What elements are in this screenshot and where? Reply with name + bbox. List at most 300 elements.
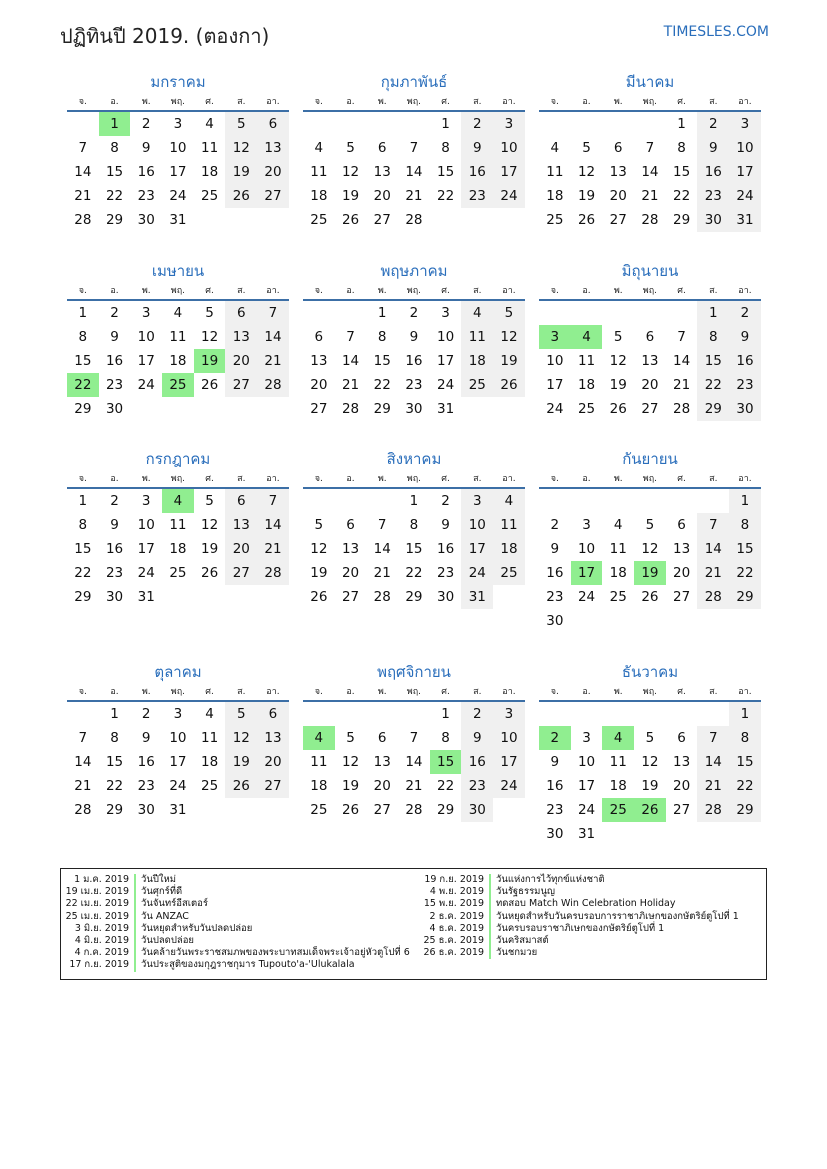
day-cell[interactable]: 18 bbox=[609, 565, 627, 581]
day-cell[interactable]: 4 bbox=[205, 706, 214, 722]
day-cell[interactable]: 2 bbox=[441, 493, 450, 509]
day-cell[interactable]: 21 bbox=[257, 537, 289, 561]
day-cell[interactable]: 23 bbox=[105, 377, 124, 393]
day-cell[interactable]: 12 bbox=[641, 541, 659, 557]
day-cell[interactable]: 28 bbox=[257, 373, 289, 397]
day-cell[interactable]: 25 bbox=[577, 401, 596, 417]
day-cell[interactable]: 31 bbox=[169, 802, 187, 818]
day-cell[interactable]: 13 bbox=[225, 325, 257, 349]
day-cell[interactable]: 10 bbox=[493, 136, 525, 160]
day-cell[interactable]: 8 bbox=[110, 730, 119, 746]
day-cell[interactable]: 6 bbox=[613, 140, 623, 156]
day-cell[interactable]: 18 bbox=[577, 377, 596, 393]
day-cell[interactable]: 2 bbox=[461, 702, 493, 726]
day-cell[interactable]: 22 bbox=[405, 565, 423, 581]
day-cell[interactable]: 13 bbox=[373, 754, 391, 770]
day-cell[interactable]: 27 bbox=[257, 184, 289, 208]
day-cell[interactable]: 30 bbox=[546, 826, 564, 842]
day-cell[interactable]: 5 bbox=[225, 702, 257, 726]
day-cell[interactable]: 9 bbox=[550, 754, 560, 770]
day-cell[interactable]: 8 bbox=[110, 140, 119, 156]
day-cell[interactable]: 27 bbox=[609, 212, 627, 228]
day-cell[interactable]: 25 bbox=[310, 802, 328, 818]
day-cell[interactable]: 4 bbox=[205, 116, 214, 132]
day-cell[interactable]: 18 bbox=[493, 537, 525, 561]
site-link[interactable]: TIMESLES.COM bbox=[663, 24, 769, 40]
day-cell[interactable]: 13 bbox=[225, 513, 257, 537]
day-cell[interactable]: 12 bbox=[341, 754, 360, 770]
day-cell[interactable]: 1 bbox=[441, 706, 450, 722]
day-cell[interactable]: 14 bbox=[641, 164, 659, 180]
day-cell[interactable]: 6 bbox=[225, 489, 257, 513]
day-cell[interactable]: 15 bbox=[74, 541, 92, 557]
day-cell[interactable]: 23 bbox=[105, 565, 124, 581]
day-cell[interactable]: 19 bbox=[493, 349, 525, 373]
day-cell[interactable]: 19 bbox=[341, 778, 360, 794]
day-cell[interactable]: 31 bbox=[729, 208, 761, 232]
day-cell[interactable]: 25 bbox=[201, 778, 219, 794]
day-cell[interactable]: 10 bbox=[461, 513, 493, 537]
day-cell[interactable]: 21 bbox=[373, 565, 391, 581]
day-cell[interactable]: 17 bbox=[493, 160, 525, 184]
day-cell[interactable]: 17 bbox=[461, 537, 493, 561]
day-cell[interactable]: 5 bbox=[645, 517, 655, 533]
day-cell[interactable]: 16 bbox=[546, 565, 564, 581]
day-cell[interactable]: 26 bbox=[634, 798, 666, 822]
day-cell[interactable]: 12 bbox=[641, 754, 659, 770]
day-cell[interactable]: 10 bbox=[169, 730, 187, 746]
day-cell[interactable]: 22 bbox=[373, 377, 391, 393]
day-cell[interactable]: 4 bbox=[493, 489, 525, 513]
day-cell[interactable]: 10 bbox=[729, 136, 761, 160]
day-cell[interactable]: 5 bbox=[225, 112, 257, 136]
day-cell[interactable]: 28 bbox=[673, 401, 691, 417]
day-cell[interactable]: 1 bbox=[78, 493, 88, 509]
day-cell[interactable]: 27 bbox=[373, 802, 391, 818]
day-cell[interactable]: 9 bbox=[461, 136, 493, 160]
day-cell[interactable]: 12 bbox=[225, 136, 257, 160]
day-cell[interactable]: 6 bbox=[257, 702, 289, 726]
day-cell[interactable]: 9 bbox=[409, 329, 419, 345]
day-cell[interactable]: 19 bbox=[225, 750, 257, 774]
day-cell[interactable]: 12 bbox=[609, 353, 627, 369]
day-cell[interactable]: 17 bbox=[571, 561, 603, 585]
day-cell[interactable]: 5 bbox=[613, 329, 623, 345]
day-cell[interactable]: 29 bbox=[105, 802, 124, 818]
day-cell[interactable]: 8 bbox=[377, 329, 387, 345]
day-cell[interactable]: 7 bbox=[257, 489, 289, 513]
day-cell[interactable]: 22 bbox=[673, 188, 691, 204]
day-cell[interactable]: 24 bbox=[577, 802, 596, 818]
day-cell[interactable]: 21 bbox=[697, 561, 729, 585]
day-cell[interactable]: 3 bbox=[173, 706, 183, 722]
day-cell[interactable]: 18 bbox=[201, 164, 219, 180]
day-cell[interactable]: 1 bbox=[78, 305, 88, 321]
day-cell[interactable]: 15 bbox=[437, 164, 455, 180]
day-cell[interactable]: 20 bbox=[225, 537, 257, 561]
day-cell[interactable]: 6 bbox=[377, 730, 387, 746]
day-cell[interactable]: 6 bbox=[677, 517, 686, 533]
day-cell[interactable]: 27 bbox=[673, 802, 691, 818]
day-cell[interactable]: 19 bbox=[577, 188, 596, 204]
day-cell[interactable]: 16 bbox=[729, 349, 761, 373]
day-cell[interactable]: 5 bbox=[346, 140, 355, 156]
day-cell[interactable]: 2 bbox=[550, 517, 560, 533]
day-cell[interactable]: 4 bbox=[173, 305, 183, 321]
day-cell[interactable]: 11 bbox=[577, 353, 596, 369]
day-cell[interactable]: 2 bbox=[697, 112, 729, 136]
day-cell[interactable]: 6 bbox=[645, 329, 655, 345]
day-cell[interactable]: 13 bbox=[673, 541, 691, 557]
day-cell[interactable]: 16 bbox=[137, 164, 155, 180]
day-cell[interactable]: 5 bbox=[205, 493, 214, 509]
day-cell[interactable]: 20 bbox=[641, 377, 659, 393]
day-cell[interactable]: 12 bbox=[310, 541, 328, 557]
day-cell[interactable]: 28 bbox=[405, 802, 423, 818]
day-cell[interactable]: 17 bbox=[137, 353, 155, 369]
day-cell[interactable]: 12 bbox=[341, 164, 360, 180]
day-cell[interactable]: 18 bbox=[310, 188, 328, 204]
day-cell[interactable]: 18 bbox=[310, 778, 328, 794]
day-cell[interactable]: 12 bbox=[493, 325, 525, 349]
day-cell[interactable]: 10 bbox=[577, 754, 596, 770]
day-cell[interactable]: 21 bbox=[405, 778, 423, 794]
day-cell[interactable]: 11 bbox=[169, 329, 187, 345]
day-cell[interactable]: 23 bbox=[437, 565, 455, 581]
day-cell[interactable]: 14 bbox=[74, 754, 92, 770]
day-cell[interactable]: 17 bbox=[577, 778, 596, 794]
day-cell[interactable]: 2 bbox=[110, 493, 119, 509]
day-cell[interactable]: 25 bbox=[169, 565, 187, 581]
day-cell[interactable]: 15 bbox=[697, 349, 729, 373]
day-cell[interactable]: 13 bbox=[341, 541, 360, 557]
day-cell[interactable]: 24 bbox=[169, 778, 187, 794]
day-cell[interactable]: 7 bbox=[409, 730, 419, 746]
day-cell[interactable]: 22 bbox=[105, 778, 124, 794]
day-cell[interactable]: 9 bbox=[110, 329, 119, 345]
day-cell[interactable]: 25 bbox=[310, 212, 328, 228]
day-cell[interactable]: 13 bbox=[673, 754, 691, 770]
day-cell[interactable]: 4 bbox=[602, 726, 634, 750]
day-cell[interactable]: 18 bbox=[169, 541, 187, 557]
day-cell[interactable]: 9 bbox=[550, 541, 560, 557]
day-cell[interactable]: 9 bbox=[141, 140, 151, 156]
day-cell[interactable]: 19 bbox=[194, 349, 226, 373]
day-cell[interactable]: 5 bbox=[346, 730, 355, 746]
day-cell[interactable]: 14 bbox=[697, 750, 729, 774]
day-cell[interactable]: 18 bbox=[609, 778, 627, 794]
day-cell[interactable]: 17 bbox=[169, 164, 187, 180]
day-cell[interactable]: 30 bbox=[137, 212, 155, 228]
day-cell[interactable]: 8 bbox=[441, 140, 450, 156]
day-cell[interactable]: 26 bbox=[341, 802, 360, 818]
day-cell[interactable]: 11 bbox=[609, 541, 627, 557]
day-cell[interactable]: 20 bbox=[373, 188, 391, 204]
day-cell[interactable]: 15 bbox=[373, 353, 391, 369]
day-cell[interactable]: 15 bbox=[729, 537, 761, 561]
day-cell[interactable]: 10 bbox=[137, 329, 155, 345]
day-cell[interactable]: 14 bbox=[373, 541, 391, 557]
day-cell[interactable]: 5 bbox=[314, 517, 324, 533]
day-cell[interactable]: 14 bbox=[341, 353, 360, 369]
day-cell[interactable]: 26 bbox=[609, 401, 627, 417]
day-cell[interactable]: 22 bbox=[729, 774, 761, 798]
day-cell[interactable]: 11 bbox=[201, 730, 219, 746]
day-cell[interactable]: 24 bbox=[493, 184, 525, 208]
day-cell[interactable]: 29 bbox=[74, 589, 92, 605]
day-cell[interactable]: 25 bbox=[162, 373, 194, 397]
day-cell[interactable]: 20 bbox=[257, 750, 289, 774]
day-cell[interactable]: 28 bbox=[405, 212, 423, 228]
day-cell[interactable]: 5 bbox=[582, 140, 591, 156]
day-cell[interactable]: 28 bbox=[697, 798, 729, 822]
day-cell[interactable]: 26 bbox=[341, 212, 360, 228]
day-cell[interactable]: 23 bbox=[546, 802, 564, 818]
day-cell[interactable]: 19 bbox=[641, 778, 659, 794]
day-cell[interactable]: 3 bbox=[582, 730, 591, 746]
day-cell[interactable]: 14 bbox=[405, 754, 423, 770]
day-cell[interactable]: 24 bbox=[137, 565, 155, 581]
day-cell[interactable]: 30 bbox=[729, 397, 761, 421]
day-cell[interactable]: 6 bbox=[677, 730, 686, 746]
day-cell[interactable]: 21 bbox=[673, 377, 691, 393]
day-cell[interactable]: 10 bbox=[437, 329, 455, 345]
day-cell[interactable]: 16 bbox=[105, 541, 124, 557]
day-cell[interactable]: 27 bbox=[341, 589, 360, 605]
day-cell[interactable]: 3 bbox=[141, 305, 151, 321]
day-cell[interactable]: 17 bbox=[137, 541, 155, 557]
day-cell[interactable]: 17 bbox=[437, 353, 455, 369]
day-cell[interactable]: 3 bbox=[441, 305, 450, 321]
day-cell[interactable]: 1 bbox=[110, 706, 119, 722]
day-cell[interactable]: 15 bbox=[405, 541, 423, 557]
day-cell[interactable]: 31 bbox=[169, 212, 187, 228]
day-cell[interactable]: 16 bbox=[105, 353, 124, 369]
day-cell[interactable]: 27 bbox=[310, 401, 328, 417]
day-cell[interactable]: 24 bbox=[729, 184, 761, 208]
day-cell[interactable]: 4 bbox=[571, 325, 603, 349]
day-cell[interactable]: 23 bbox=[461, 184, 493, 208]
day-cell[interactable]: 16 bbox=[137, 754, 155, 770]
day-cell[interactable]: 18 bbox=[461, 349, 493, 373]
day-cell[interactable]: 28 bbox=[373, 589, 391, 605]
day-cell[interactable]: 3 bbox=[493, 702, 525, 726]
day-cell[interactable]: 6 bbox=[257, 112, 289, 136]
day-cell[interactable]: 10 bbox=[546, 353, 564, 369]
day-cell[interactable]: 27 bbox=[673, 589, 691, 605]
day-cell[interactable]: 21 bbox=[405, 188, 423, 204]
day-cell[interactable]: 30 bbox=[105, 401, 124, 417]
day-cell[interactable]: 2 bbox=[729, 301, 761, 325]
day-cell[interactable]: 11 bbox=[310, 754, 328, 770]
day-cell[interactable]: 23 bbox=[461, 774, 493, 798]
day-cell[interactable]: 8 bbox=[441, 730, 450, 746]
day-cell[interactable]: 29 bbox=[437, 802, 455, 818]
day-cell[interactable]: 26 bbox=[493, 373, 525, 397]
day-cell[interactable]: 6 bbox=[225, 301, 257, 325]
day-cell[interactable]: 29 bbox=[729, 798, 761, 822]
day-cell[interactable]: 7 bbox=[377, 517, 387, 533]
day-cell[interactable]: 4 bbox=[303, 726, 335, 750]
day-cell[interactable]: 28 bbox=[341, 401, 360, 417]
day-cell[interactable]: 20 bbox=[310, 377, 328, 393]
day-cell[interactable]: 29 bbox=[697, 397, 729, 421]
day-cell[interactable]: 9 bbox=[141, 730, 151, 746]
day-cell[interactable]: 27 bbox=[225, 373, 257, 397]
day-cell[interactable]: 1 bbox=[697, 301, 729, 325]
day-cell[interactable]: 8 bbox=[729, 726, 761, 750]
day-cell[interactable]: 2 bbox=[141, 116, 151, 132]
day-cell[interactable]: 14 bbox=[257, 513, 289, 537]
day-cell[interactable]: 21 bbox=[697, 774, 729, 798]
day-cell[interactable]: 9 bbox=[441, 517, 450, 533]
day-cell[interactable]: 24 bbox=[577, 589, 596, 605]
day-cell[interactable]: 5 bbox=[493, 301, 525, 325]
day-cell[interactable]: 25 bbox=[602, 798, 634, 822]
day-cell[interactable]: 3 bbox=[539, 325, 571, 349]
day-cell[interactable]: 7 bbox=[697, 513, 729, 537]
day-cell[interactable]: 1 bbox=[409, 493, 419, 509]
day-cell[interactable]: 30 bbox=[546, 613, 564, 629]
day-cell[interactable]: 28 bbox=[697, 585, 729, 609]
day-cell[interactable]: 1 bbox=[99, 112, 131, 136]
day-cell[interactable]: 13 bbox=[257, 726, 289, 750]
day-cell[interactable]: 6 bbox=[346, 517, 355, 533]
day-cell[interactable]: 27 bbox=[641, 401, 659, 417]
day-cell[interactable]: 2 bbox=[110, 305, 119, 321]
day-cell[interactable]: 7 bbox=[677, 329, 686, 345]
day-cell[interactable]: 4 bbox=[613, 517, 623, 533]
day-cell[interactable]: 3 bbox=[582, 517, 591, 533]
day-cell[interactable]: 28 bbox=[641, 212, 659, 228]
day-cell[interactable]: 23 bbox=[697, 184, 729, 208]
day-cell[interactable]: 7 bbox=[697, 726, 729, 750]
day-cell[interactable]: 30 bbox=[437, 589, 455, 605]
day-cell[interactable]: 9 bbox=[697, 136, 729, 160]
day-cell[interactable]: 29 bbox=[405, 589, 423, 605]
day-cell[interactable]: 8 bbox=[677, 140, 686, 156]
day-cell[interactable]: 31 bbox=[437, 401, 455, 417]
day-cell[interactable]: 5 bbox=[205, 305, 214, 321]
day-cell[interactable]: 12 bbox=[201, 517, 219, 533]
day-cell[interactable]: 8 bbox=[409, 517, 419, 533]
day-cell[interactable]: 19 bbox=[341, 188, 360, 204]
day-cell[interactable]: 22 bbox=[729, 561, 761, 585]
day-cell[interactable]: 22 bbox=[67, 373, 99, 397]
day-cell[interactable]: 15 bbox=[74, 353, 92, 369]
day-cell[interactable]: 25 bbox=[493, 561, 525, 585]
day-cell[interactable]: 21 bbox=[74, 778, 92, 794]
day-cell[interactable]: 11 bbox=[609, 754, 627, 770]
day-cell[interactable]: 3 bbox=[173, 116, 183, 132]
day-cell[interactable]: 13 bbox=[609, 164, 627, 180]
day-cell[interactable]: 17 bbox=[493, 750, 525, 774]
day-cell[interactable]: 30 bbox=[405, 401, 423, 417]
day-cell[interactable]: 28 bbox=[257, 561, 289, 585]
day-cell[interactable]: 19 bbox=[201, 541, 219, 557]
day-cell[interactable]: 24 bbox=[137, 377, 155, 393]
day-cell[interactable]: 27 bbox=[257, 774, 289, 798]
day-cell[interactable]: 18 bbox=[169, 353, 187, 369]
day-cell[interactable]: 20 bbox=[257, 160, 289, 184]
day-cell[interactable]: 25 bbox=[546, 212, 564, 228]
day-cell[interactable]: 7 bbox=[409, 140, 419, 156]
day-cell[interactable]: 8 bbox=[729, 513, 761, 537]
day-cell[interactable]: 14 bbox=[257, 325, 289, 349]
day-cell[interactable]: 17 bbox=[169, 754, 187, 770]
day-cell[interactable]: 21 bbox=[641, 188, 659, 204]
day-cell[interactable]: 4 bbox=[550, 140, 560, 156]
day-cell[interactable]: 14 bbox=[697, 537, 729, 561]
day-cell[interactable]: 18 bbox=[201, 754, 219, 770]
day-cell[interactable]: 17 bbox=[729, 160, 761, 184]
day-cell[interactable]: 7 bbox=[78, 730, 88, 746]
day-cell[interactable]: 24 bbox=[493, 774, 525, 798]
day-cell[interactable]: 29 bbox=[74, 401, 92, 417]
day-cell[interactable]: 15 bbox=[673, 164, 691, 180]
day-cell[interactable]: 4 bbox=[461, 301, 493, 325]
day-cell[interactable]: 23 bbox=[137, 778, 155, 794]
day-cell[interactable]: 2 bbox=[539, 726, 571, 750]
day-cell[interactable]: 13 bbox=[257, 136, 289, 160]
day-cell[interactable]: 7 bbox=[257, 301, 289, 325]
day-cell[interactable]: 27 bbox=[225, 561, 257, 585]
day-cell[interactable]: 22 bbox=[437, 778, 455, 794]
day-cell[interactable]: 4 bbox=[314, 140, 324, 156]
day-cell[interactable]: 11 bbox=[493, 513, 525, 537]
day-cell[interactable]: 29 bbox=[673, 212, 691, 228]
day-cell[interactable]: 10 bbox=[169, 140, 187, 156]
day-cell[interactable]: 4 bbox=[162, 489, 194, 513]
day-cell[interactable]: 25 bbox=[461, 373, 493, 397]
day-cell[interactable]: 16 bbox=[461, 750, 493, 774]
day-cell[interactable]: 12 bbox=[225, 726, 257, 750]
day-cell[interactable]: 2 bbox=[141, 706, 151, 722]
day-cell[interactable]: 26 bbox=[641, 589, 659, 605]
day-cell[interactable]: 12 bbox=[201, 329, 219, 345]
day-cell[interactable]: 30 bbox=[137, 802, 155, 818]
day-cell[interactable]: 23 bbox=[405, 377, 423, 393]
day-cell[interactable]: 31 bbox=[137, 589, 155, 605]
day-cell[interactable]: 22 bbox=[437, 188, 455, 204]
day-cell[interactable]: 26 bbox=[225, 184, 257, 208]
day-cell[interactable]: 26 bbox=[577, 212, 596, 228]
day-cell[interactable]: 20 bbox=[673, 565, 691, 581]
day-cell[interactable]: 20 bbox=[225, 349, 257, 373]
day-cell[interactable]: 11 bbox=[169, 517, 187, 533]
day-cell[interactable]: 3 bbox=[729, 112, 761, 136]
day-cell[interactable]: 25 bbox=[201, 188, 219, 204]
day-cell[interactable]: 17 bbox=[546, 377, 564, 393]
day-cell[interactable]: 14 bbox=[673, 353, 691, 369]
day-cell[interactable]: 13 bbox=[641, 353, 659, 369]
day-cell[interactable]: 10 bbox=[137, 517, 155, 533]
day-cell[interactable]: 31 bbox=[461, 585, 493, 609]
day-cell[interactable]: 16 bbox=[546, 778, 564, 794]
day-cell[interactable]: 29 bbox=[729, 585, 761, 609]
day-cell[interactable]: 28 bbox=[74, 212, 92, 228]
day-cell[interactable]: 15 bbox=[105, 164, 124, 180]
day-cell[interactable]: 10 bbox=[493, 726, 525, 750]
day-cell[interactable]: 19 bbox=[225, 160, 257, 184]
day-cell[interactable]: 1 bbox=[377, 305, 387, 321]
day-cell[interactable]: 22 bbox=[74, 565, 92, 581]
day-cell[interactable]: 3 bbox=[493, 112, 525, 136]
day-cell[interactable]: 7 bbox=[645, 140, 655, 156]
day-cell[interactable]: 26 bbox=[225, 774, 257, 798]
day-cell[interactable]: 29 bbox=[373, 401, 391, 417]
day-cell[interactable]: 7 bbox=[78, 140, 88, 156]
